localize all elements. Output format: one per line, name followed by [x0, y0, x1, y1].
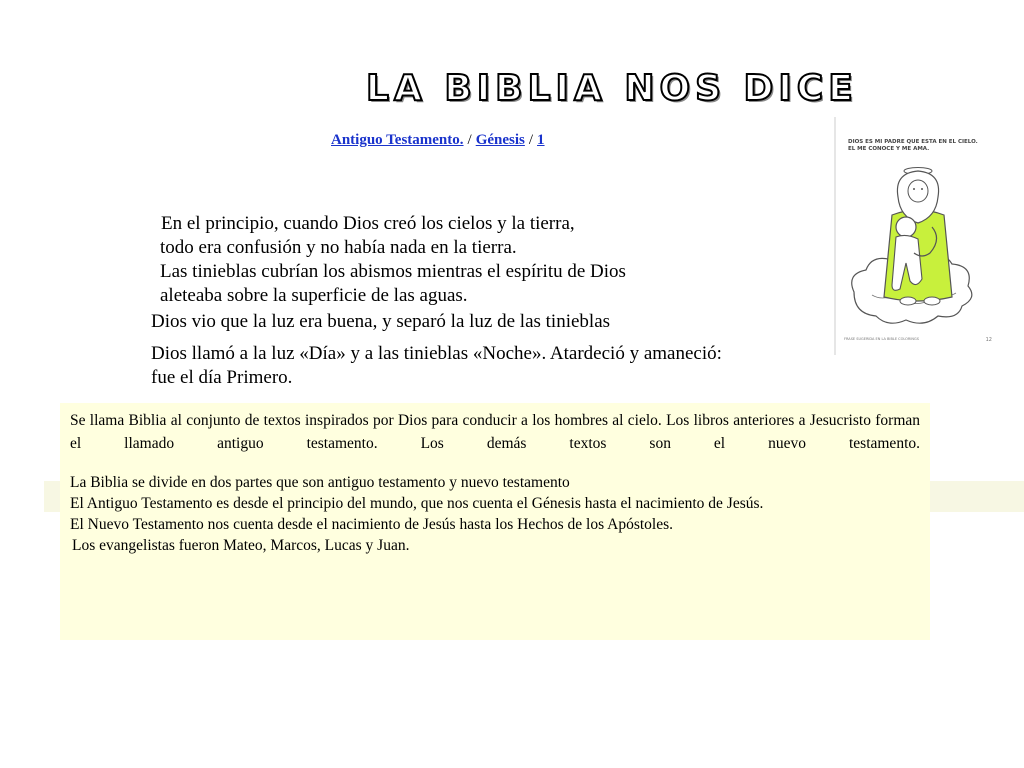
passage-line: Las tinieblas cubrían los abismos mientras el espíritu de Dios: [160, 261, 626, 282]
info-line: Los evangelistas fueron Mateo, Marcos, Lucas y Juan.: [72, 537, 410, 554]
coloring-illustration: [834, 117, 996, 355]
passage-line: todo era confusión y no había nada en la tierra.: [160, 237, 517, 258]
god-with-child-illustration: [836, 117, 996, 355]
illustration-caption: DIOS ES MI PADRE QUE ESTA EN EL CIELO. EL ME CONOCE Y ME AMA.: [848, 139, 978, 152]
page-title: LA BIBLIA NOS DICE: [366, 68, 858, 109]
breadcrumb-link-genesis[interactable]: Génesis: [475, 132, 525, 148]
illustration-page-number: 12: [985, 337, 992, 343]
passage-line: fue el día Primero.: [151, 367, 293, 388]
illustration-footer: FRASE SUGERIDA EN LA BIBLE COLORINGS: [844, 337, 919, 341]
passage-line: Dios vio que la luz era buena, y separó la luz de las tinieblas: [151, 311, 611, 332]
info-line: El Nuevo Testamento nos cuenta desde el nacimiento de Jesús hasta los Hechos de los Apóstoles.: [70, 516, 674, 533]
info-line: El Antiguo Testamento es desde el principio del mundo, que nos cuenta el Génesis hasta el nacimiento de Jesús.: [70, 495, 764, 512]
passage-line: aleteaba sobre la superficie de las aguas.: [160, 285, 468, 306]
breadcrumb-link-antiguo-testamento[interactable]: Antiguo Testamento.: [331, 132, 464, 148]
info-paragraph: Se llama Biblia al conjunto de textos inspirados por Dios para conducir a los hombres al cielo. Los libros anteriores a Jesucristo forman el llamado antiguo testamento. Los demás textos son el nuevo testamento.: [70, 412, 920, 452]
info-line: La Biblia se divide en dos partes que son antiguo testamento y nuevo testamento: [70, 474, 570, 491]
breadcrumb-link-chapter[interactable]: 1: [537, 132, 545, 148]
info-box: [60, 403, 930, 640]
breadcrumb-separator: /: [467, 132, 472, 148]
passage-line: Dios llamó a la luz «Día» y a las tinieblas «Noche». Atardeció y amaneció:: [151, 343, 722, 364]
breadcrumb-separator: /: [528, 132, 534, 148]
passage-line: En el principio, cuando Dios creó los cielos y la tierra,: [161, 213, 575, 234]
breadcrumb: [331, 132, 545, 149]
